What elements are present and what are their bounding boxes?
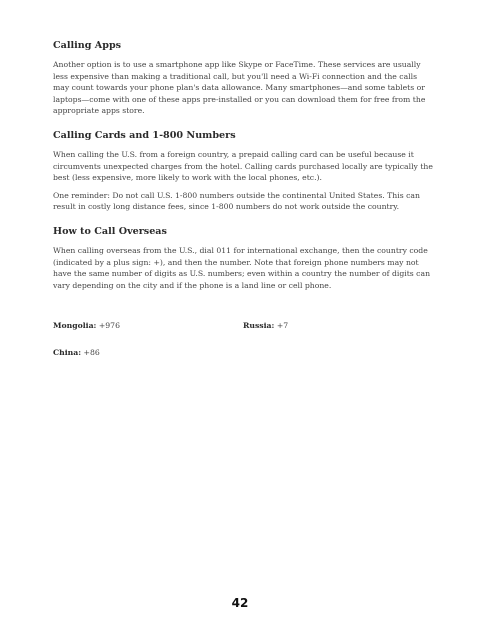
- section-heading: Calling Cards and 1-800 Numbers: [53, 129, 236, 141]
- section-heading: Calling Apps: [53, 40, 122, 51]
- paragraph: One reminder: Do not call U.S. 1-800 numbers outside the continental United States. This can result in costly long distance fees, since 1-800 numbers do not work outside the country.: [53, 190, 420, 212]
- country-code: +976: [98, 321, 120, 330]
- country-name: Russia:: [243, 321, 275, 330]
- country-code-item: [243, 320, 433, 331]
- country-name: China:: [53, 348, 82, 357]
- country-code-item: [53, 320, 243, 331]
- section-calling-apps: [53, 40, 433, 117]
- paragraph: When calling the U.S. from a foreign country, a prepaid calling card can be useful because it circumvents unexpected charges from the hotel. Calling cards purchased locally are typically the best (less expensive, more likely to work with the local phones, etc.).: [53, 149, 433, 183]
- country-code-row: [53, 347, 433, 358]
- paragraph: When calling overseas from the U.S., dial 011 for international exchange, then the country code (indicated by a plus sign: +), and then the number. Note that foreign phone numbers may not have the same number of digits as U.S. numbers; even within a country the number of digits can vary depending on the city and if the phone is a land line or cell phone.: [53, 245, 431, 290]
- section-heading: How to Call Overseas: [53, 225, 167, 237]
- section-how-to-call-overseas: [53, 226, 433, 291]
- country-name: Mongolia:: [53, 321, 97, 330]
- page-content: [53, 40, 433, 304]
- page-number: 42: [231, 596, 249, 610]
- country-code: +86: [83, 348, 100, 357]
- country-codes: [53, 320, 433, 374]
- paragraph: Another option is to use a smartphone app like Skype or FaceTime. These services are usually less expensive than making a traditional call, but you'll need a Wi-Fi connection and the calls may count towards your phone plan's data allowance. Many smartphones—and some tablets or laptops—come with one of these apps pre-installed or you can download them for free from the appropriate apps store.: [53, 60, 426, 116]
- country-code-row: [53, 320, 433, 331]
- section-calling-cards: [53, 130, 433, 213]
- country-code: +7: [276, 321, 289, 330]
- country-code-item: [53, 347, 243, 358]
